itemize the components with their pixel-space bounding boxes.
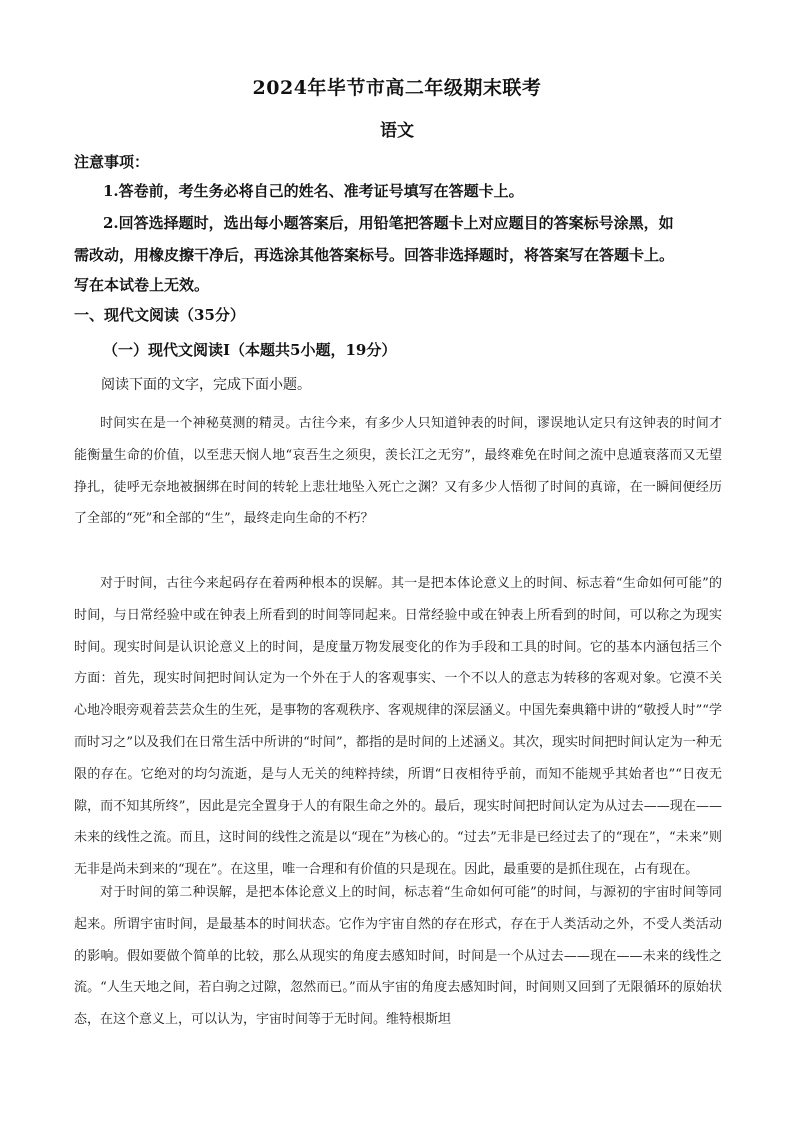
- section-heading: 一、现代文阅读（35分）: [74, 306, 245, 324]
- paragraph-text: 对于时间，古往今来起码存在着两种根本的误解。其一是把本体论意义上的时间、标志着“生命如何可能”的时间，与日常经验中或在钟表上所看到的时间等同起来。日常经验中或在钟表上所看到的时间，可以称之为现实时间。现实时间是认识论意义上的时间，是度量万物发展变化的作为手段和工具的时间。它的基本内涵包括三个方面：首先，现实时间把时间认定为一个外在于人的客观事实、一个不以人的意志为转移的客观对象。它漠不关心地冷眼旁观着芸芸众生的生死，是事物的客观秩序、客观规律的深层涵义。中国先秦典籍中讲的“敬授人时”“学而时习之”以及我们在日常生活中所讲的“时间”，都指的是时间的上述涵义。其次，现实时间把时间认定为一种无限的存在。它绝对的均匀流逝，是与人无关的纯粹持续，所谓“日夜相待乎前，而知不能规乎其始者也”“日夜无隙，而不知其所终”，因此是完全置身于人的有限生命之外的。最后，现实时间把时间认定为从过去——现在——未来的线性之流。而且，这时间的线性之流是以“现在”为核心的。“过去”无非是已经过去了的“现在”，“未来”则无非是尚未到来的“现在”。在这里，唯一合理和有价值的只是现在。因此，最重要的是抓住现在，占有现在。: [74, 576, 722, 878]
- notice-item-2-line-3: 写在本试卷上无效。: [74, 276, 210, 294]
- passage-paragraph: [74, 568, 722, 886]
- notice-item-1: 1.答卷前，考生务必将自己的姓名、准考证号填写在答题卡上。: [103, 182, 524, 200]
- passage-paragraph: [74, 877, 722, 1036]
- notice-item-2-line-1: 2.回答选择题时，选出每小题答案后，用铅笔把答题卡上对应题目的答案标号涂黑，如: [103, 214, 674, 232]
- reading-instruction: 阅读下面的文字，完成下面小题。: [101, 377, 311, 393]
- exam-title: 2024年毕节市高二年级期末联考: [252, 77, 542, 99]
- notice-heading: 注意事项：: [74, 153, 150, 171]
- notice-item-2-line-2: 需改动，用橡皮擦干净后，再选涂其他答案标号。回答非选择题时，将答案写在答题卡上。: [74, 246, 675, 264]
- subsection-heading: （一）现代文阅读Ⅰ（本题共5小题，19分）: [103, 341, 397, 359]
- exam-subject: 语文: [380, 121, 414, 141]
- passage-paragraph: [74, 408, 722, 535]
- paragraph-text: 对于时间的第二种误解，是把本体论意义上的时间，标志着“生命如何可能”的时间，与源初的宇宙时间等同起来。所谓宇宙时间，是最基本的时间状态。它作为宇宙自然的存在形式，存在于人类活动之外，不受人类活动的影响。假如要做个简单的比较，那么从现实的角度去感知时间，时间是一个从过去——现在——未来的线性之流。“人生天地之间，若白驹之过隙，忽然而已。”而从宇宙的角度去感知时间，时间则又回到了无限循环的原始状态，在这个意义上，可以认为，宇宙时间等于无时间。维特根斯坦: [74, 885, 722, 1028]
- paragraph-text: 时间实在是一个神秘莫测的精灵。古往今来，有多少人只知道钟表的时间，谬误地认定只有这钟表的时间才能衡量生命的价值，以至悲天悯人地“哀吾生之须臾，羡长江之无穷”，最终难免在时间之流中息遁衰落而又无望挣扎，徒呼无奈地被捆绑在时间的转轮上悲壮地坠入死亡之渊？又有多少人悟彻了时间的真谛，在一瞬间便经历了全部的“死”和全部的“生”，最终走向生命的不朽？: [74, 416, 722, 527]
